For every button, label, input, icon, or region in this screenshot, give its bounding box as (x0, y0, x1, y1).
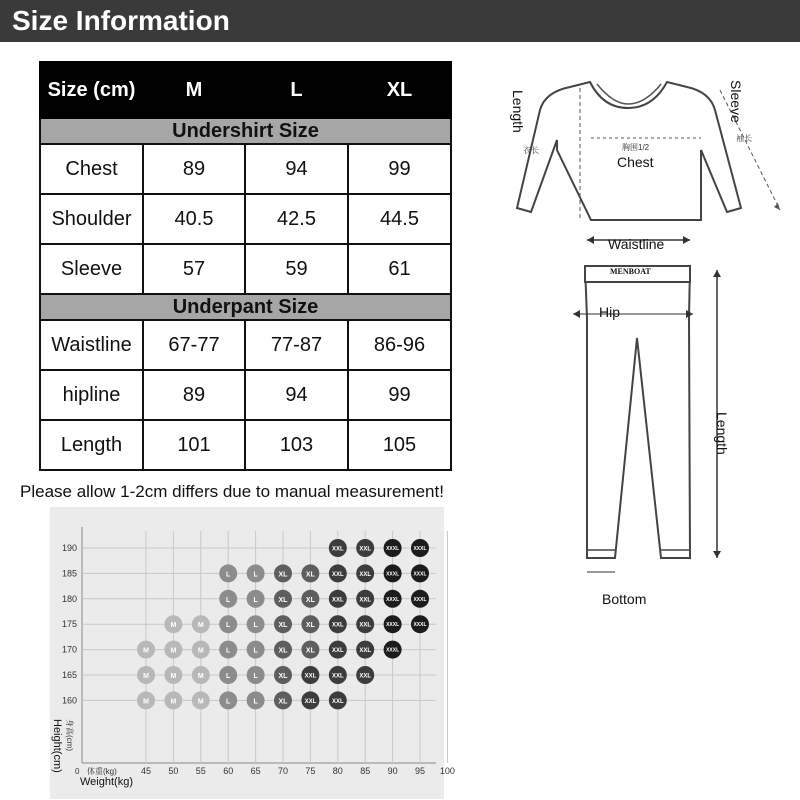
size-marker-label: XXL (359, 546, 372, 553)
size-marker-label: L (226, 647, 231, 655)
table-cell: 89 (143, 370, 245, 420)
size-marker-label: M (170, 622, 177, 630)
header-bar (0, 0, 800, 42)
size-marker-label: XXXL (386, 622, 400, 629)
size-marker-label: XXXL (386, 546, 400, 552)
column-header: L (245, 62, 348, 118)
table-row (40, 144, 451, 194)
x-tick-label: 70 (277, 766, 289, 776)
size-marker-label: XL (278, 647, 288, 655)
size-marker-label: XXL (359, 571, 372, 578)
size-marker-label: M (170, 673, 177, 680)
chart-xlabel-cn: 体重(kg) (87, 767, 117, 776)
y-tick-label: 160 (61, 695, 77, 706)
table-cell: 99 (348, 370, 451, 420)
y-tick-label: 175 (61, 619, 77, 630)
size-marker-label: XL (278, 673, 288, 680)
size-marker-label: XXL (331, 698, 344, 705)
table-cell: 57 (143, 244, 245, 294)
table-cell: 86-96 (348, 320, 451, 370)
size-marker-label: XXXL (386, 596, 400, 603)
table-cell: 42.5 (245, 194, 348, 244)
size-marker-label: L (253, 596, 258, 604)
size-marker-label: XXL (331, 571, 344, 578)
row-label: Shoulder (40, 194, 143, 244)
size-marker-label: XL (305, 596, 315, 604)
x-tick-label: 50 (168, 766, 179, 776)
x-tick-label: 55 (195, 766, 206, 776)
size-marker-label: XXL (331, 648, 344, 655)
size-marker-label: XL (305, 647, 315, 655)
size-marker-label: M (197, 622, 204, 630)
row-label: hipline (40, 370, 143, 420)
table-cell: 61 (348, 244, 451, 294)
size-marker-label: M (197, 647, 204, 655)
chart-origin-label: 0 (75, 767, 80, 776)
table-cell: 40.5 (143, 194, 245, 244)
size-marker-label: XL (305, 622, 315, 630)
column-header: Size (cm) (40, 62, 143, 118)
table-cell: 59 (245, 244, 348, 294)
size-marker-label: XXL (359, 597, 372, 604)
size-marker-label: XXL (359, 622, 372, 629)
x-tick-label: 45 (140, 766, 152, 776)
size-marker-label: XXL (304, 698, 317, 705)
y-tick-label: 170 (61, 644, 77, 655)
size-marker-label: XXL (304, 673, 317, 680)
table-cell: 89 (143, 144, 245, 194)
size-marker-label: XXXL (386, 647, 400, 654)
size-marker-label: XXXL (413, 571, 427, 578)
table-cell: 103 (245, 420, 348, 470)
shirt-length-cn-label: 衣长 (523, 146, 539, 155)
size-marker-label: XXL (359, 673, 372, 680)
table-cell: 101 (143, 420, 245, 470)
y-tick-label: 185 (61, 568, 77, 579)
row-label: Sleeve (40, 244, 143, 294)
pants-waistline-label: Waistline (608, 236, 665, 252)
size-marker-label: L (253, 673, 258, 680)
size-marker-label: L (253, 698, 258, 706)
row-label: Waistline (40, 320, 143, 370)
column-header: XL (348, 62, 451, 118)
pants-bottom-label: Bottom (602, 591, 647, 607)
size-table (39, 61, 452, 471)
table-cell: 77-87 (245, 320, 348, 370)
size-marker-label: M (170, 698, 177, 706)
pants-hip-label: Hip (599, 304, 621, 320)
size-marker-label: M (170, 647, 177, 655)
chart-ylabel-cn: 身高(cm) (65, 719, 74, 751)
size-marker-label: XL (278, 622, 288, 630)
shirt-sleeve-cn-label: 袖长 (736, 134, 752, 143)
size-marker-label: M (143, 698, 149, 706)
size-marker-label: M (197, 673, 204, 680)
size-marker-label: XXL (331, 622, 344, 629)
size-marker-label: L (253, 571, 258, 579)
column-header: M (143, 62, 245, 118)
size-marker-label: XXXL (413, 596, 427, 603)
y-tick-label: 190 (61, 543, 77, 553)
table-row (40, 244, 451, 294)
size-marker-label: XL (278, 698, 288, 706)
shirt-chest-label: Chest (617, 154, 654, 170)
x-tick-label: 100 (439, 766, 455, 776)
size-marker-label: M (197, 698, 204, 706)
table-cell: 94 (245, 370, 348, 420)
size-marker-label: XXL (331, 546, 344, 553)
size-marker-label: XXXL (413, 622, 427, 629)
table-header-row (40, 62, 451, 118)
table-cell: 94 (245, 144, 348, 194)
size-marker-label: L (253, 647, 258, 655)
x-tick-label: 60 (223, 766, 234, 776)
size-marker-label: XXL (331, 673, 344, 680)
x-tick-label: 80 (332, 766, 343, 776)
row-label: Length (40, 420, 143, 470)
size-marker-label: L (226, 622, 231, 630)
size-marker-label: XXL (359, 648, 372, 655)
chart-ylabel: Height(cm) (51, 719, 63, 773)
table-cell: 105 (348, 420, 451, 470)
underpant-diagram (565, 228, 745, 573)
x-tick-label: 85 (360, 766, 371, 776)
measurement-note: Please allow 1-2cm differs due to manual measurement! (20, 482, 444, 501)
size-marker-label: L (253, 622, 258, 630)
section-title: Underpant Size (40, 294, 451, 320)
section-row-undershirt (40, 118, 451, 144)
table-row (40, 370, 451, 420)
size-marker-label: L (226, 698, 231, 706)
size-marker-label: L (226, 596, 231, 604)
shirt-chest-cn-label: 胸围1/2 (622, 143, 650, 152)
x-tick-label: 95 (414, 766, 426, 776)
underpant-brand-label: MENBOAT (610, 267, 651, 276)
page-title: Size Information (12, 5, 230, 36)
table-cell: 99 (348, 144, 451, 194)
chart-xlabel: Weight(kg) (80, 776, 133, 788)
x-tick-label: 65 (250, 766, 261, 776)
size-marker-label: XXL (331, 597, 344, 604)
size-marker-label: L (226, 571, 231, 579)
y-tick-label: 180 (61, 593, 77, 604)
table-cell: 67-77 (143, 320, 245, 370)
size-marker-label: L (226, 673, 231, 680)
y-tick-label: 165 (61, 670, 77, 680)
size-marker-label: XXXL (386, 571, 400, 578)
size-marker-label: XXXL (413, 546, 427, 552)
arrow-icon (774, 203, 780, 210)
table-cell: 44.5 (348, 194, 451, 244)
size-marker-label: XL (305, 571, 315, 579)
row-label: Chest (40, 144, 143, 194)
table-row (40, 420, 451, 470)
table-row (40, 320, 451, 370)
size-marker-label: M (143, 673, 149, 680)
pants-length-label: Length (714, 412, 730, 455)
section-row-underpant (40, 294, 451, 320)
x-tick-label: 75 (305, 766, 316, 776)
table-row (40, 194, 451, 244)
size-marker-label: M (143, 647, 149, 655)
size-recommendation-chart (50, 507, 455, 799)
shirt-sleeve-label: Sleeve (728, 80, 744, 123)
size-marker-label: XL (278, 596, 288, 604)
x-tick-label: 90 (387, 766, 398, 776)
shirt-length-label: Length (510, 90, 526, 133)
size-marker-label: XL (278, 571, 288, 579)
section-title: Undershirt Size (40, 118, 451, 144)
